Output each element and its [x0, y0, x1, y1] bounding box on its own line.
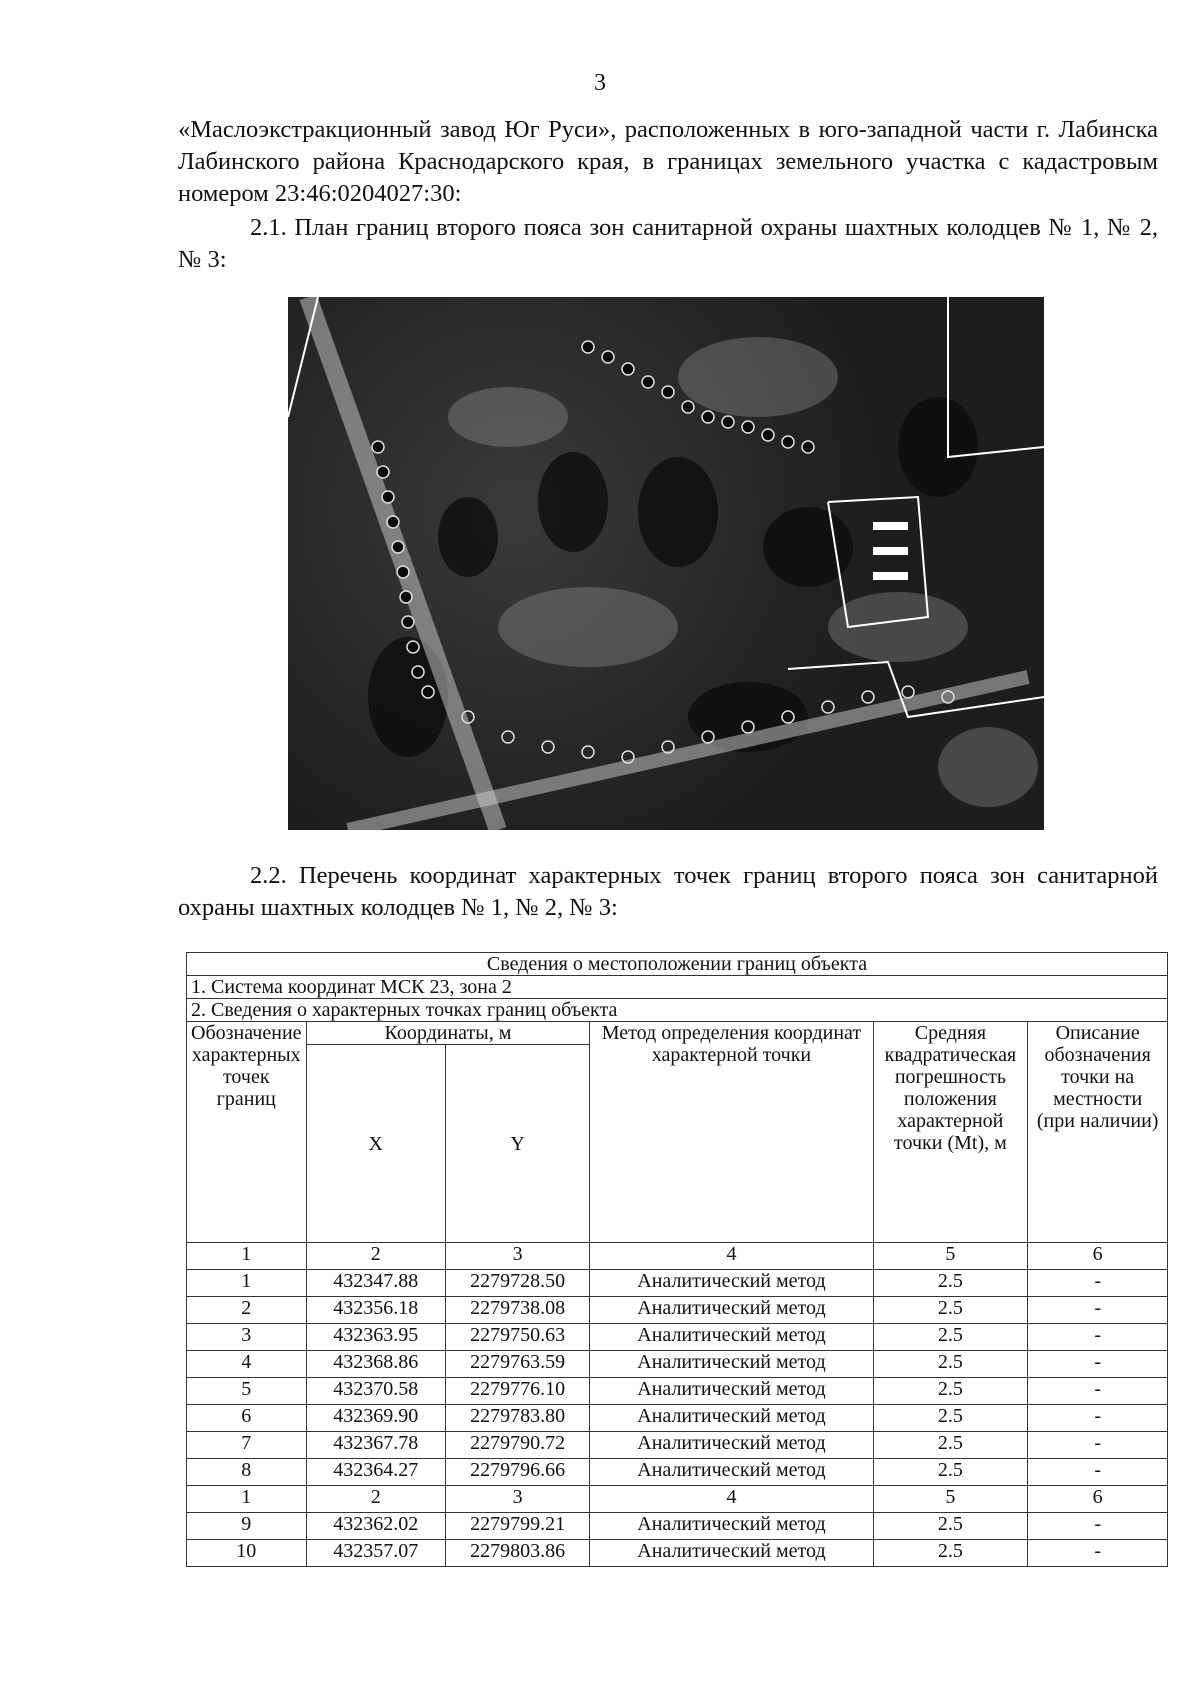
point-id: 2: [187, 1297, 307, 1324]
coordinates-table: [186, 952, 1168, 1567]
point-id: 5: [187, 1378, 307, 1405]
y-coordinate: 2279750.63: [445, 1324, 589, 1351]
x-coordinate: 432362.02: [306, 1513, 445, 1540]
table-row: [187, 1378, 1168, 1405]
description: -: [1028, 1297, 1168, 1324]
x-coordinate: 432347.88: [306, 1270, 445, 1297]
method: Аналитический метод: [590, 1324, 873, 1351]
column-number: 6: [1028, 1243, 1168, 1270]
accuracy-mt: 2.5: [873, 1513, 1028, 1540]
x-coordinate: 432370.58: [306, 1378, 445, 1405]
table-row: [187, 1297, 1168, 1324]
header-accuracy: Средняя квадратическая погрешность положения характерной точки (Mt), м: [873, 1022, 1028, 1243]
accuracy-mt: 2.5: [873, 1297, 1028, 1324]
description: -: [1028, 1351, 1168, 1378]
table-row: [187, 1351, 1168, 1378]
column-number: 4: [590, 1243, 873, 1270]
header-designation: Обозначение характерных точек границ: [187, 1022, 307, 1243]
accuracy-mt: 2.5: [873, 1351, 1028, 1378]
points-caption: 2. Сведения о характерных точках границ объекта: [187, 999, 1168, 1022]
accuracy-mt: 2.5: [873, 1432, 1028, 1459]
description: -: [1028, 1432, 1168, 1459]
description: -: [1028, 1540, 1168, 1567]
point-id: 8: [187, 1459, 307, 1486]
accuracy-mt: 2.5: [873, 1270, 1028, 1297]
table-row: [187, 1513, 1168, 1540]
description: -: [1028, 1513, 1168, 1540]
table-title: Сведения о местоположении границ объекта: [187, 953, 1168, 976]
coordinate-system: 1. Система координат МСК 23, зона 2: [187, 976, 1168, 999]
x-coordinate: 432357.07: [306, 1540, 445, 1567]
point-id: 10: [187, 1540, 307, 1567]
table-row: [187, 1540, 1168, 1567]
column-number: 4: [590, 1486, 873, 1513]
description: -: [1028, 1324, 1168, 1351]
column-numbers-row: [187, 1243, 1168, 1270]
x-coordinate: 432367.78: [306, 1432, 445, 1459]
header-description: Описание обозначения точки на местности (при наличии): [1028, 1022, 1168, 1243]
description: -: [1028, 1459, 1168, 1486]
method: Аналитический метод: [590, 1459, 873, 1486]
column-number: 5: [873, 1243, 1028, 1270]
column-number: 3: [445, 1243, 589, 1270]
method: Аналитический метод: [590, 1378, 873, 1405]
header-x: X: [306, 1045, 445, 1243]
column-numbers-row: [187, 1486, 1168, 1513]
x-coordinate: 432356.18: [306, 1297, 445, 1324]
method: Аналитический метод: [590, 1270, 873, 1297]
header-y: Y: [445, 1045, 589, 1243]
section-2-2-heading: 2.2. Перечень координат характерных точек границ второго пояса зон санитарной охраны шахтных колодцев № 1, № 2, № 3:: [178, 862, 1158, 921]
table-row: [187, 1405, 1168, 1432]
description: -: [1028, 1378, 1168, 1405]
column-number: 6: [1028, 1486, 1168, 1513]
y-coordinate: 2279799.21: [445, 1513, 589, 1540]
header-method: Метод определения координат характерной точки: [590, 1022, 873, 1243]
accuracy-mt: 2.5: [873, 1459, 1028, 1486]
table-row: [187, 1270, 1168, 1297]
column-number: 1: [187, 1243, 307, 1270]
point-id: 4: [187, 1351, 307, 1378]
table-row: [187, 1324, 1168, 1351]
accuracy-mt: 2.5: [873, 1540, 1028, 1567]
accuracy-mt: 2.5: [873, 1378, 1028, 1405]
y-coordinate: 2279796.66: [445, 1459, 589, 1486]
table-row: [187, 1432, 1168, 1459]
intro-paragraph: «Маслоэкстракционный завод Юг Руси», расположенных в юго-западной части г. Лабинска Лабинского района Краснодарского края, в границах земельного участка с кадастровым номером 23:46:0204027:30:: [178, 116, 1158, 207]
point-id: 1: [187, 1270, 307, 1297]
y-coordinate: 2279783.80: [445, 1405, 589, 1432]
column-number: 1: [187, 1486, 307, 1513]
method: Аналитический метод: [590, 1297, 873, 1324]
method: Аналитический метод: [590, 1351, 873, 1378]
satellite-map-image: [288, 297, 1044, 830]
column-number: 2: [306, 1486, 445, 1513]
header-coords: Координаты, м: [306, 1022, 590, 1045]
zone-boundary-overlay: [288, 297, 1044, 830]
column-number: 3: [445, 1486, 589, 1513]
column-number: 5: [873, 1486, 1028, 1513]
point-id: 9: [187, 1513, 307, 1540]
x-coordinate: 432363.95: [306, 1324, 445, 1351]
method: Аналитический метод: [590, 1513, 873, 1540]
description: -: [1028, 1270, 1168, 1297]
x-coordinate: 432369.90: [306, 1405, 445, 1432]
x-coordinate: 432364.27: [306, 1459, 445, 1486]
y-coordinate: 2279776.10: [445, 1378, 589, 1405]
accuracy-mt: 2.5: [873, 1405, 1028, 1432]
y-coordinate: 2279763.59: [445, 1351, 589, 1378]
y-coordinate: 2279728.50: [445, 1270, 589, 1297]
accuracy-mt: 2.5: [873, 1324, 1028, 1351]
description: -: [1028, 1405, 1168, 1432]
method: Аналитический метод: [590, 1405, 873, 1432]
column-number: 2: [306, 1243, 445, 1270]
table-row: [187, 1459, 1168, 1486]
y-coordinate: 2279803.86: [445, 1540, 589, 1567]
point-id: 6: [187, 1405, 307, 1432]
point-id: 3: [187, 1324, 307, 1351]
section-2-1-heading: 2.1. План границ второго пояса зон санитарной охраны шахтных колодцев № 1, № 2, № 3:: [178, 214, 1158, 273]
x-coordinate: 432368.86: [306, 1351, 445, 1378]
page-number: 3: [594, 70, 606, 96]
method: Аналитический метод: [590, 1432, 873, 1459]
y-coordinate: 2279738.08: [445, 1297, 589, 1324]
y-coordinate: 2279790.72: [445, 1432, 589, 1459]
method: Аналитический метод: [590, 1540, 873, 1567]
point-id: 7: [187, 1432, 307, 1459]
